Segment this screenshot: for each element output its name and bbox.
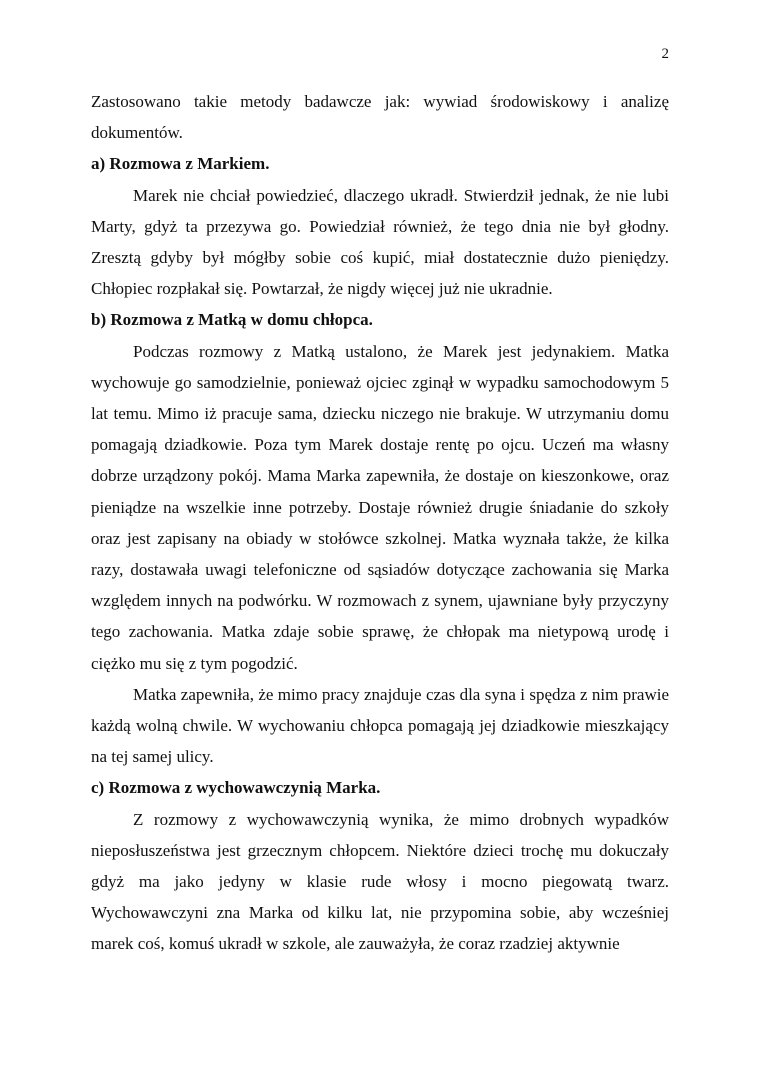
section-heading-b: b) Rozmowa z Matką w domu chłopca.	[91, 310, 373, 330]
section-b-paragraph-2: Matka zapewniła, że mimo pracy znajduje czas dla syna i spędza z nim prawie każdą wolną chwile. W wychowaniu chłopca pomagają jej dziadkowie mieszkający na tej samej ulicy.	[91, 684, 669, 767]
section-heading-a: a) Rozmowa z Markiem.	[91, 154, 270, 174]
section-heading-c: c) Rozmowa z wychowawczynią Marka.	[91, 778, 381, 798]
document-body	[91, 86, 669, 960]
page-number: 2	[661, 46, 669, 62]
section-c-paragraph: Z rozmowy z wychowawczynią wynika, że mimo drobnych wypadków nieposłuszeństwa jest grzecznym chłopcem. Niektóre dzieci trochę mu dokuczały gdyż ma jako jedyny w klasie rude włosy i mocno piegowatą twarz. Wychowawczyni zna Marka od kilku lat, nie przypomina sobie, aby wcześniej marek coś, komuś ukradł w szkole, ale zauważyła, że coraz rzadziej aktywnie	[91, 809, 669, 954]
section-a-paragraph: Marek nie chciał powiedzieć, dlaczego ukradł. Stwierdził jednak, że nie lubi Marty, gdyż ta przezywa go. Powiedział również, że tego dnia nie był głodny. Zresztą gdyby był mógłby sobie coś kupić, miał dostatecznie dużo pieniędzy. Chłopiec rozpłakał się. Powtarzał, że nigdy więcej już nie ukradnie.	[91, 185, 669, 299]
intro-paragraph: Zastosowano takie metody badawcze jak: wywiad środowiskowy i analizę dokumentów.	[91, 92, 669, 143]
section-b-paragraph-1: Podczas rozmowy z Matką ustalono, że Marek jest jedynakiem. Matka wychowuje go samodzielnie, ponieważ ojciec zginął w wypadku samochodowym 5 lat temu. Mimo iż pracuje sama, dziecku niczego nie brakuje. W utrzymaniu domu pomagają dziadkowie. Poza tym Marek dostaje rentę po ojcu. Uczeń ma własny dobrze urządzony pokój. Mama Marka zapewniła, że dostaje on kieszonkowe, oraz pieniądze na wszelkie inne potrzeby. Dostaje również drugie śniadanie do szkoły oraz jest zapisany na obiady w stołówce szkolnej. Matka wyznała także, że kilka razy, dostawała uwagi telefoniczne od sąsiadów dotyczące zachowania się Marka względem innych na podwórku. W rozmowach z synem, ujawniane były przyczyny tego zachowania. Matka zdaje sobie sprawę, że chłopak ma nietypową urodę i ciężko mu się z tym pogodzić.	[91, 341, 669, 673]
